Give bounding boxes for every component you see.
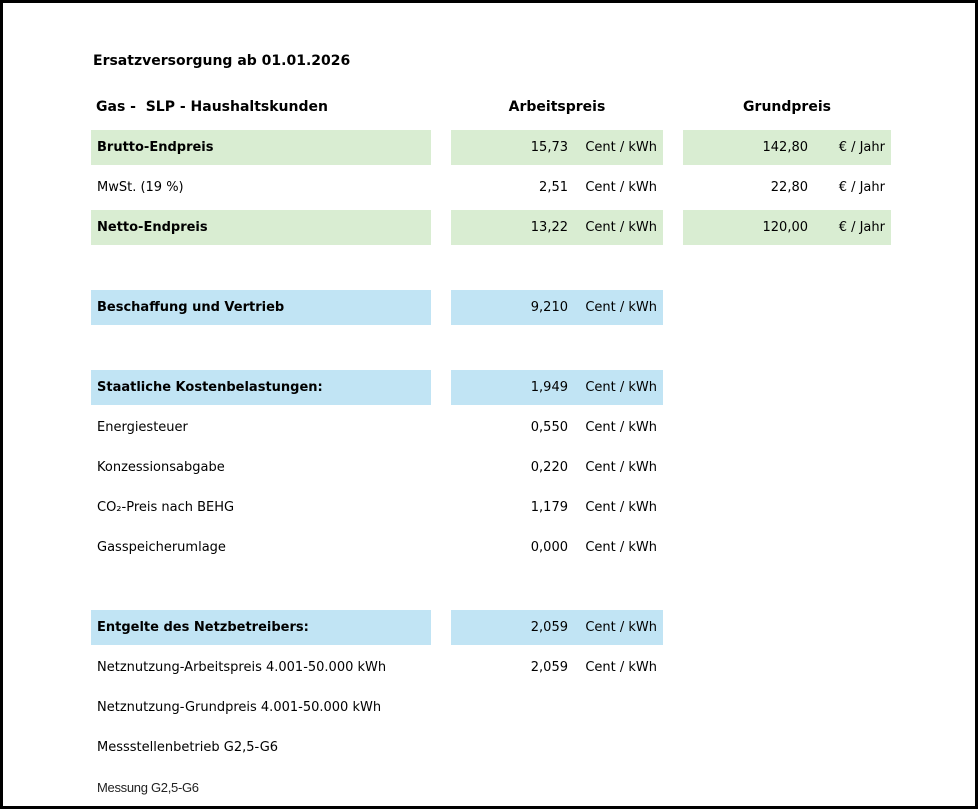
- row-label: CO₂-Preis nach BEHG: [97, 500, 235, 515]
- grundpreis-unit: € / Jahr: [838, 180, 885, 195]
- row-label: Entgelte des Netzbetreibers:: [91, 610, 431, 645]
- row-co2-preis-behg: [91, 490, 975, 525]
- row-konzessionsabgabe: [91, 450, 975, 485]
- grundpreis-cell-empty: [683, 690, 891, 725]
- row-beschaffung-und-vertrieb: [91, 290, 975, 325]
- row-label: Gasspeicherumlage: [97, 540, 226, 555]
- row-messstellenbetrieb: [91, 730, 975, 765]
- arbeitspreis-value: 0,000: [530, 540, 568, 555]
- arbeitspreis-unit: Cent / kWh: [585, 540, 657, 555]
- arbeitspreis-unit: Cent / kWh: [585, 380, 657, 395]
- row-messung: [91, 770, 975, 805]
- arbeitspreis-value: 15,73: [530, 140, 568, 155]
- arbeitspreis-value: 1,949: [530, 380, 568, 395]
- grundpreis-cell: [683, 130, 891, 165]
- row-netznutzung-grundpreis: [91, 690, 975, 725]
- table-column-headers: [91, 98, 975, 116]
- arbeitspreis-value: 1,179: [530, 500, 568, 515]
- arbeitspreis-cell-empty: [451, 690, 663, 725]
- row-label: Beschaffung und Vertrieb: [91, 290, 431, 325]
- grundpreis-unit: € / Jahr: [838, 140, 885, 155]
- arbeitspreis-unit: Cent / kWh: [585, 420, 657, 435]
- grundpreis-cell-empty: [683, 770, 891, 805]
- row-mwst: [91, 170, 975, 205]
- arbeitspreis-value: 13,22: [530, 220, 568, 235]
- arbeitspreis-value: 0,550: [530, 420, 568, 435]
- grundpreis-cell: [683, 170, 891, 205]
- grundpreis-value: 120,00: [762, 220, 808, 235]
- row-label: Netznutzung-Arbeitspreis 4.001-50.000 kWh: [97, 660, 387, 675]
- column-header-arbeitspreis: Arbeitspreis: [508, 99, 606, 115]
- row-brutto-endpreis: [91, 130, 975, 165]
- arbeitspreis-cell: [451, 650, 663, 685]
- row-staatliche-kostenbelastungen: [91, 370, 975, 405]
- grundpreis-value: 22,80: [770, 180, 808, 195]
- arbeitspreis-cell: [451, 490, 663, 525]
- grundpreis-cell-empty: [683, 610, 891, 645]
- arbeitspreis-value: 2,059: [530, 620, 568, 635]
- row-label: Messstellenbetrieb G2,5-G6: [97, 740, 279, 755]
- row-label: Brutto-Endpreis: [91, 130, 431, 165]
- arbeitspreis-value: 0,220: [530, 460, 568, 475]
- arbeitspreis-cell: [451, 410, 663, 445]
- grundpreis-cell-empty: [683, 290, 891, 325]
- grundpreis-cell-empty: [683, 410, 891, 445]
- arbeitspreis-cell: [451, 530, 663, 565]
- arbeitspreis-unit: Cent / kWh: [585, 140, 657, 155]
- grundpreis-cell-empty: [683, 650, 891, 685]
- row-label: Messung G2,5-G6: [97, 780, 199, 795]
- arbeitspreis-unit: Cent / kWh: [585, 300, 657, 315]
- section-gap: [91, 570, 975, 610]
- arbeitspreis-unit: Cent / kWh: [585, 500, 657, 515]
- column-header-grundpreis: Grundpreis: [743, 99, 831, 115]
- arbeitspreis-cell: [451, 170, 663, 205]
- row-label: Energiesteuer: [97, 420, 188, 435]
- column-header-product: Gas - SLP - Haushaltskunden: [96, 99, 328, 115]
- arbeitspreis-cell-empty: [451, 730, 663, 765]
- row-label: Netznutzung-Grundpreis 4.001-50.000 kWh: [97, 700, 382, 715]
- arbeitspreis-unit: Cent / kWh: [585, 660, 657, 675]
- arbeitspreis-cell: [451, 130, 663, 165]
- grundpreis-value: 142,80: [762, 140, 808, 155]
- arbeitspreis-cell: [451, 210, 663, 245]
- arbeitspreis-cell-empty: [451, 770, 663, 805]
- arbeitspreis-value: 9,210: [530, 300, 568, 315]
- arbeitspreis-cell: [451, 450, 663, 485]
- table-body: [91, 130, 975, 805]
- grundpreis-unit: € / Jahr: [838, 220, 885, 235]
- grundpreis-cell-empty: [683, 730, 891, 765]
- grundpreis-cell-empty: [683, 370, 891, 405]
- arbeitspreis-value: 2,51: [539, 180, 568, 195]
- grundpreis-cell: [683, 210, 891, 245]
- arbeitspreis-cell: [451, 290, 663, 325]
- grundpreis-cell-empty: [683, 530, 891, 565]
- row-energiesteuer: [91, 410, 975, 445]
- section-gap: [91, 250, 975, 290]
- section-gap: [91, 330, 975, 370]
- row-netto-endpreis: [91, 210, 975, 245]
- row-label: MwSt. (19 %): [97, 180, 184, 195]
- row-label: Konzessionsabgabe: [97, 460, 225, 475]
- row-gasspeicherumlage: [91, 530, 975, 565]
- arbeitspreis-cell: [451, 370, 663, 405]
- row-label: Netto-Endpreis: [91, 210, 431, 245]
- arbeitspreis-unit: Cent / kWh: [585, 180, 657, 195]
- row-label: Staatliche Kostenbelastungen:: [91, 370, 431, 405]
- arbeitspreis-unit: Cent / kWh: [585, 220, 657, 235]
- row-entgelte-netzbetreiber: [91, 610, 975, 645]
- page-title: Ersatzversorgung ab 01.01.2026: [93, 53, 351, 69]
- grundpreis-cell-empty: [683, 490, 891, 525]
- arbeitspreis-unit: Cent / kWh: [585, 620, 657, 635]
- arbeitspreis-unit: Cent / kWh: [585, 460, 657, 475]
- arbeitspreis-value: 2,059: [530, 660, 568, 675]
- arbeitspreis-cell: [451, 610, 663, 645]
- grundpreis-cell-empty: [683, 450, 891, 485]
- row-netznutzung-arbeitspreis: [91, 650, 975, 685]
